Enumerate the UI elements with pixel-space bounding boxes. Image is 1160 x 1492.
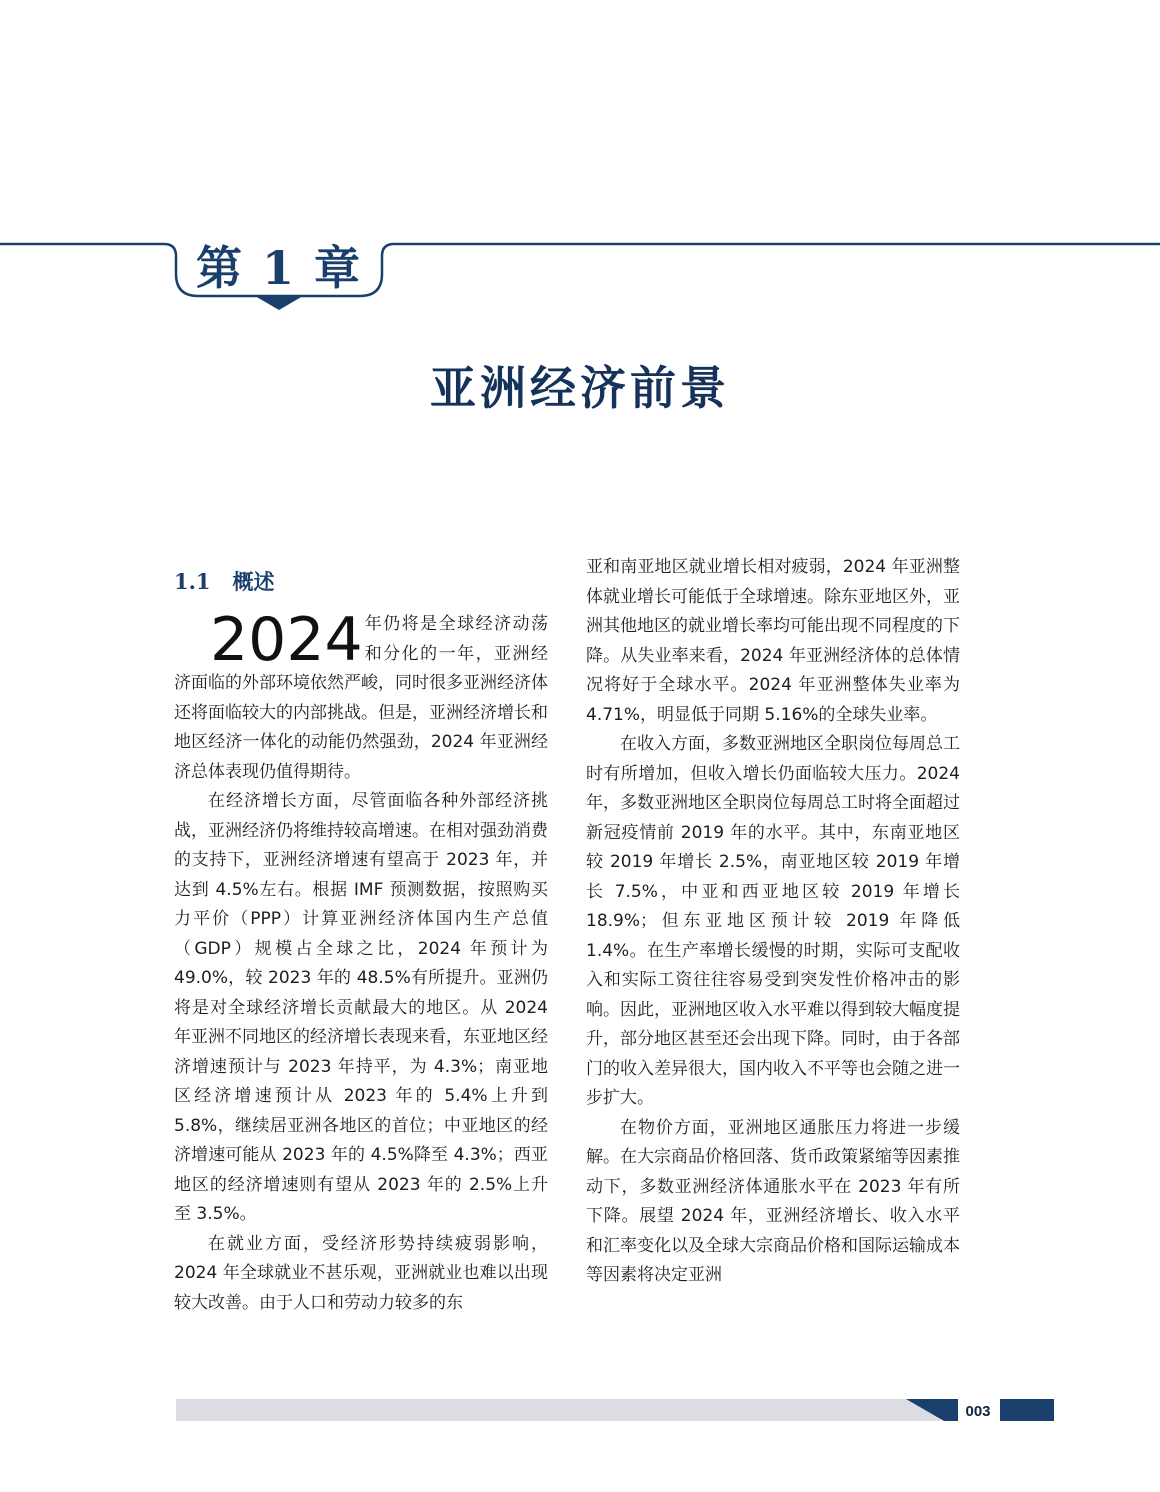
section-number: 1.1 (174, 569, 211, 594)
paragraph-text: 年仍将是全球经济动荡和分化的一年，亚洲经济面临的外部环境依然严峻，同时很多亚洲经济体还将面临较大的内部挑战。但是，亚洲经济增长和地区经济一体化的动能仍然强劲，2024 年亚洲经济总体表现仍值得期待。 (174, 614, 548, 782)
paragraph: 在经济增长方面，尽管面临各种外部经济挑战，亚洲经济仍将维持较高增速。在相对强劲消费的支持下，亚洲经济增速有望高于 2023 年，并达到 4.5%左右。根据 IMF 预测数据，按照购买力平价（PPP）计算亚洲经济体国内生产总值（GDP）规模占全球之比，2024 年预计为 49.0%，较 2023 年的 48.5%有所提升。亚洲仍将是对全球经济增长贡献最大的地区。从 2024 年亚洲不同地区的经济增长表现来看，东亚地区经济增速预计与 2023 年持平，为 4.3%；南亚地区经济增速预计从 2023 年的 5.4%上升到 5.8%，继续居亚洲各地区的首位；中亚地区的经济增速可能从 2023 年的 4.5%降至 4.3%；西亚地区的经济增速则有望从 2023 年的 2.5%上升至 3.5%。 (174, 791, 548, 1224)
section-heading (174, 566, 275, 596)
paragraph (174, 605, 548, 787)
paragraph: 在物价方面，亚洲地区通胀压力将进一步缓解。在大宗商品价格回落、货币政策紧缩等因素推动下，多数亚洲经济体通胀水平在 2023 年有所下降。展望 2024 年，亚洲经济增长、收入水平和汇率变化以及全球大宗商品价格和国际运输成本等因素将决定亚洲 (586, 1117, 960, 1285)
dropcap-year: 2024 (210, 605, 363, 675)
section-title: 概述 (232, 569, 275, 594)
right-column (586, 553, 960, 1291)
chapter-banner-frame (0, 230, 1160, 320)
paragraph: 在就业方面，受经济形势持续疲弱影响，2024 年全球就业不甚乐观，亚洲就业也难以出现较大改善。由于人口和劳动力较多的东 (174, 1233, 548, 1313)
paragraph: 在收入方面，多数亚洲地区全职岗位每周总工时有所增加，但收入增长仍面临较大压力。2024 年，多数亚洲地区全职岗位每周总工时将全面超过新冠疫情前 2019 年的水平。其中，东南亚地区较 2019 年增长 2.5%，南亚地区较 2019 年增长 7.5%，中亚和西亚地区较 2019 年增长 18.9%；但东亚地区预计较 2019 年降低 1.4%。在生产率增长缓慢的时期，实际可支配收入和实际工资往往容易受到突发性价格冲击的影响。因此，亚洲地区收入水平难以得到较大幅度提升，部分地区甚至还会出现下降。同时，由于各部门的收入差异很大，国内收入不平等也会随之进一步扩大。 (586, 734, 960, 1108)
paragraph: 亚和南亚地区就业增长相对疲弱，2024 年亚洲整体就业增长可能低于全球增速。除东亚地区外，亚洲其他地区的就业增长率均可能出现不同程度的下降。从失业率来看，2024 年亚洲经济体的总体情况将好于全球水平。2024 年亚洲整体失业率为 4.71%，明显低于同期 5.16%的全球失业率。 (586, 557, 960, 725)
page-number: 003 (965, 1403, 991, 1420)
left-column (174, 605, 548, 1318)
chapter-label: 第 1 章 (195, 241, 363, 295)
chapter-title: 亚洲经济前景 (430, 361, 730, 415)
